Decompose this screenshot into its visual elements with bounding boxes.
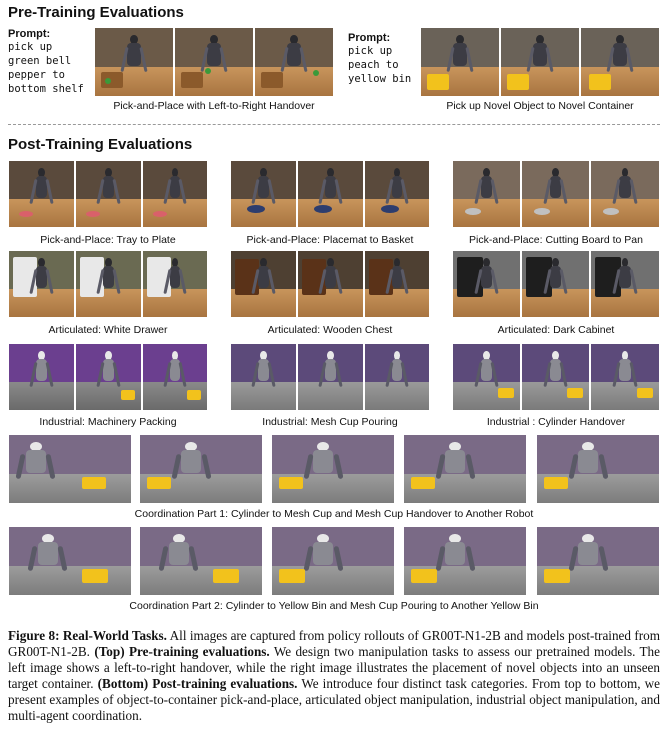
prompt-line: pepper to	[8, 69, 65, 81]
pre-left-prompt	[8, 28, 98, 96]
rollout-frame	[254, 27, 334, 97]
post-training-title: Post-Training Evaluations	[8, 136, 193, 153]
image-strip	[452, 160, 660, 228]
prompt-line: pick up	[348, 45, 393, 57]
image-strip	[230, 160, 430, 228]
task-caption: Industrial: Machinery Packing	[39, 416, 177, 428]
pre-left-caption: Pick-and-Place with Left-to-Right Handover	[113, 100, 315, 112]
image-strip	[230, 250, 430, 318]
prompt-line: yellow bin	[348, 73, 412, 85]
task-caption: Industrial : Cylinder Handover	[486, 416, 626, 428]
caption-text: All images are captured from policy rollouts of GR00T-N1-2B and models post-trained from GR00T-N1-2B.	[8, 628, 660, 659]
rollout-frame	[500, 27, 580, 97]
rollout-frame	[94, 27, 174, 97]
figure-caption	[8, 628, 660, 724]
caption-text: We design two manipulation tasks to assess our pretrained models. The left image shows a left-to-right handover, while the right image illustrates the placement of novel objects into an unseen target container.	[8, 644, 661, 691]
task-caption: Articulated: Wooden Chest	[267, 324, 393, 336]
pre-right-prompt	[348, 32, 428, 86]
section-divider	[8, 124, 660, 125]
task-caption: Articulated: White Drawer	[48, 324, 168, 336]
caption-top-label: (Top) Pre-training evaluations.	[94, 644, 270, 659]
pre-left-image-strip	[94, 27, 334, 97]
task-caption: Pick-and-Place: Placemat to Basket	[246, 234, 414, 246]
image-strip	[452, 343, 660, 411]
prompt-line: peach to	[348, 59, 399, 71]
pre-right-image-strip	[420, 27, 660, 97]
caption-text: We introduce four distinct task categories. From top to bottom, we present examples of object-to-container pick-and-place, articulated object manipulation, industrial object manipulation, and multi-agent coordination.	[8, 676, 661, 723]
pre-training-title: Pre-Training Evaluations	[8, 4, 184, 21]
coordination-caption-1: Coordination Part 1: Cylinder to Mesh Cup and Mesh Cup Handover to Another Robot	[134, 508, 534, 520]
pre-right-caption: Pick up Novel Object to Novel Container	[446, 100, 634, 112]
image-strip	[8, 160, 208, 228]
image-strip	[8, 343, 208, 411]
task-caption: Industrial: Mesh Cup Pouring	[262, 416, 398, 428]
rollout-frame	[174, 27, 254, 97]
prompt-line: green bell	[8, 55, 72, 67]
coordination-strip-1	[8, 434, 660, 504]
rollout-frame	[420, 27, 500, 97]
prompt-label: Prompt:	[8, 28, 51, 40]
task-caption: Pick-and-Place: Cutting Board to Pan	[469, 234, 643, 246]
caption-bottom-label: (Bottom) Post-training evaluations.	[97, 676, 298, 691]
image-strip	[452, 250, 660, 318]
coordination-caption-2: Coordination Part 2: Cylinder to Yellow Bin and Mesh Cup Pouring to Another Yellow Bin	[129, 600, 539, 612]
task-caption: Pick-and-Place: Tray to Plate	[40, 234, 176, 246]
prompt-label: Prompt:	[348, 32, 391, 44]
rollout-frame	[580, 27, 660, 97]
task-caption: Articulated: Dark Cabinet	[497, 324, 615, 336]
image-strip	[8, 250, 208, 318]
coordination-strip-2	[8, 526, 660, 596]
prompt-line: pick up	[8, 41, 53, 53]
image-strip	[230, 343, 430, 411]
figure-label: Figure 8:	[8, 628, 60, 643]
prompt-line: bottom shelf	[8, 83, 84, 95]
figure-title: Real-World Tasks.	[62, 628, 167, 643]
